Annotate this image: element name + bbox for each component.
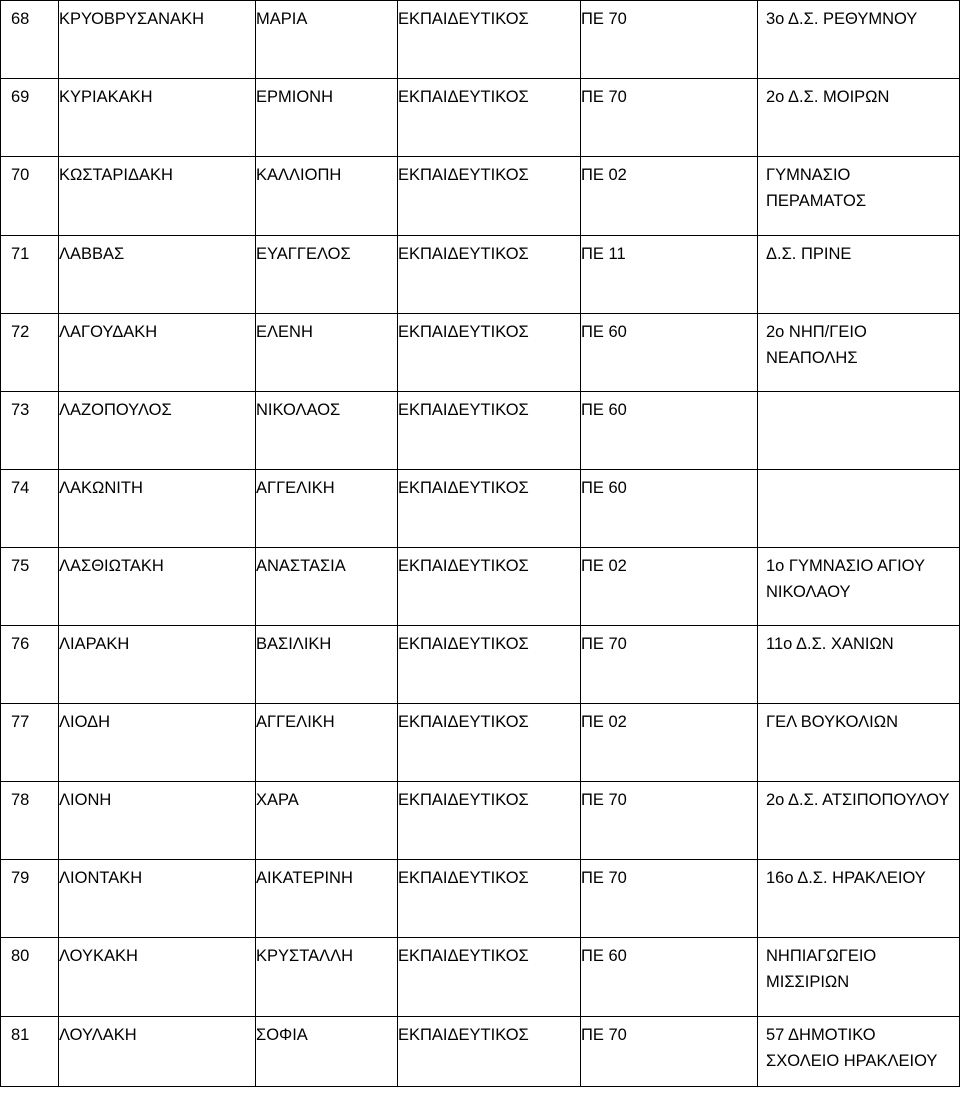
school-cell	[758, 548, 960, 626]
row-number: 72	[1, 314, 59, 392]
school-cell	[758, 236, 960, 314]
table-row	[1, 470, 960, 548]
surname-cell: ΛΟΥΛΑΚΗ	[59, 1017, 256, 1087]
school-cell	[758, 1017, 960, 1087]
surname-cell: ΛΑΓΟΥΔΑΚΗ	[59, 314, 256, 392]
first-name-cell: ΑΓΓΕΛΙΚΗ	[256, 470, 398, 548]
row-number: 70	[1, 157, 59, 236]
school-line: 1ο ΓΥΜΝΑΣΙΟ ΑΓΙΟΥ	[766, 557, 925, 575]
table-row	[1, 314, 960, 392]
specialty-cell: ΠΕ 60	[581, 470, 758, 548]
school-cell	[758, 938, 960, 1017]
surname-cell: ΛΙΟΔΗ	[59, 704, 256, 782]
specialty-cell: ΠΕ 70	[581, 1, 758, 79]
category-cell: ΕΚΠΑΙΔΕΥΤΙΚΟΣ	[398, 157, 581, 236]
school-line: ΝΗΠΙΑΓΩΓΕΙΟ	[766, 947, 877, 965]
first-name-cell: ΑΙΚΑΤΕΡΙΝΗ	[256, 860, 398, 938]
first-name-cell: ΑΓΓΕΛΙΚΗ	[256, 704, 398, 782]
row-number: 79	[1, 860, 59, 938]
surname-cell: ΛΑΚΩΝΙΤΗ	[59, 470, 256, 548]
table-row	[1, 860, 960, 938]
category-cell: ΕΚΠΑΙΔΕΥΤΙΚΟΣ	[398, 704, 581, 782]
first-name-cell: ΕΥΑΓΓΕΛΟΣ	[256, 236, 398, 314]
row-number: 78	[1, 782, 59, 860]
school-cell	[758, 860, 960, 938]
row-number: 73	[1, 392, 59, 470]
first-name-cell: ΕΡΜΙΟΝΗ	[256, 79, 398, 157]
specialty-cell: ΠΕ 70	[581, 79, 758, 157]
school-line: 11ο Δ.Σ. ΧΑΝΙΩΝ	[766, 635, 894, 653]
table-row	[1, 392, 960, 470]
school-line: ΣΧΟΛΕΙΟ ΗΡΑΚΛΕΙΟΥ	[766, 1052, 938, 1070]
specialty-cell: ΠΕ 70	[581, 626, 758, 704]
surname-cell: ΛΟΥΚΑΚΗ	[59, 938, 256, 1017]
school-cell	[758, 157, 960, 236]
surname-cell: ΚΩΣΤΑΡΙΔΑΚΗ	[59, 157, 256, 236]
table-row	[1, 626, 960, 704]
school-line: 2ο Δ.Σ. ΑΤΣΙΠΟΠΟΥΛΟΥ	[766, 791, 950, 809]
first-name-cell: ΧΑΡΑ	[256, 782, 398, 860]
row-number: 71	[1, 236, 59, 314]
category-cell: ΕΚΠΑΙΔΕΥΤΙΚΟΣ	[398, 236, 581, 314]
specialty-cell: ΠΕ 02	[581, 548, 758, 626]
surname-cell: ΛΙΟΝΤΑΚΗ	[59, 860, 256, 938]
school-line: Δ.Σ. ΠΡΙΝΕ	[766, 245, 852, 263]
category-cell: ΕΚΠΑΙΔΕΥΤΙΚΟΣ	[398, 1, 581, 79]
school-line: 2ο ΝΗΠ/ΓΕΙΟ	[766, 323, 867, 341]
school-line: 16ο Δ.Σ. ΗΡΑΚΛΕΙΟΥ	[766, 869, 926, 887]
category-cell: ΕΚΠΑΙΔΕΥΤΙΚΟΣ	[398, 782, 581, 860]
specialty-cell: ΠΕ 02	[581, 157, 758, 236]
school-cell	[758, 79, 960, 157]
specialty-cell: ΠΕ 60	[581, 392, 758, 470]
school-cell	[758, 782, 960, 860]
row-number: 77	[1, 704, 59, 782]
table-row	[1, 548, 960, 626]
specialty-cell: ΠΕ 02	[581, 704, 758, 782]
category-cell: ΕΚΠΑΙΔΕΥΤΙΚΟΣ	[398, 938, 581, 1017]
school-line: ΓΥΜΝΑΣΙΟ	[766, 166, 851, 184]
surname-cell: ΚΡΥΟΒΡΥΣΑΝΑΚΗ	[59, 1, 256, 79]
staff-table-body	[1, 1, 960, 1087]
specialty-cell: ΠΕ 60	[581, 938, 758, 1017]
specialty-cell: ΠΕ 70	[581, 782, 758, 860]
school-line: 3ο Δ.Σ. ΡΕΘΥΜΝΟΥ	[766, 10, 918, 28]
specialty-cell: ΠΕ 11	[581, 236, 758, 314]
table-row	[1, 236, 960, 314]
first-name-cell: ΝΙΚΟΛΑΟΣ	[256, 392, 398, 470]
category-cell: ΕΚΠΑΙΔΕΥΤΙΚΟΣ	[398, 860, 581, 938]
school-line: ΝΙΚΟΛΑΟΥ	[766, 583, 851, 601]
specialty-cell: ΠΕ 70	[581, 1017, 758, 1087]
school-cell	[758, 314, 960, 392]
school-cell	[758, 626, 960, 704]
row-number: 76	[1, 626, 59, 704]
table-row	[1, 79, 960, 157]
table-row	[1, 157, 960, 236]
first-name-cell: ΕΛΕΝΗ	[256, 314, 398, 392]
first-name-cell: ΜΑΡΙΑ	[256, 1, 398, 79]
school-cell	[758, 470, 960, 548]
first-name-cell: ΒΑΣΙΛΙΚΗ	[256, 626, 398, 704]
surname-cell: ΛΑΒΒΑΣ	[59, 236, 256, 314]
surname-cell: ΛΑΖΟΠΟΥΛΟΣ	[59, 392, 256, 470]
row-number: 68	[1, 1, 59, 79]
specialty-cell: ΠΕ 70	[581, 860, 758, 938]
category-cell: ΕΚΠΑΙΔΕΥΤΙΚΟΣ	[398, 79, 581, 157]
category-cell: ΕΚΠΑΙΔΕΥΤΙΚΟΣ	[398, 314, 581, 392]
row-number: 80	[1, 938, 59, 1017]
surname-cell: ΛΙΟΝΗ	[59, 782, 256, 860]
first-name-cell: ΣΟΦΙΑ	[256, 1017, 398, 1087]
school-cell	[758, 704, 960, 782]
specialty-cell: ΠΕ 60	[581, 314, 758, 392]
school-cell	[758, 392, 960, 470]
school-line: ΜΙΣΣΙΡΙΩΝ	[766, 973, 850, 991]
school-cell	[758, 1, 960, 79]
table-row	[1, 782, 960, 860]
category-cell: ΕΚΠΑΙΔΕΥΤΙΚΟΣ	[398, 470, 581, 548]
category-cell: ΕΚΠΑΙΔΕΥΤΙΚΟΣ	[398, 548, 581, 626]
row-number: 75	[1, 548, 59, 626]
school-line: ΠΕΡΑΜΑΤΟΣ	[766, 192, 867, 210]
table-row	[1, 938, 960, 1017]
surname-cell: ΚΥΡΙΑΚΑΚΗ	[59, 79, 256, 157]
first-name-cell: ΑΝΑΣΤΑΣΙΑ	[256, 548, 398, 626]
row-number: 74	[1, 470, 59, 548]
school-line: 2ο Δ.Σ. ΜΟΙΡΩΝ	[766, 88, 890, 106]
first-name-cell: ΚΡΥΣΤΑΛΛΗ	[256, 938, 398, 1017]
category-cell: ΕΚΠΑΙΔΕΥΤΙΚΟΣ	[398, 392, 581, 470]
table-row	[1, 704, 960, 782]
category-cell: ΕΚΠΑΙΔΕΥΤΙΚΟΣ	[398, 626, 581, 704]
surname-cell: ΛΑΣΘΙΩΤΑΚΗ	[59, 548, 256, 626]
category-cell: ΕΚΠΑΙΔΕΥΤΙΚΟΣ	[398, 1017, 581, 1087]
row-number: 69	[1, 79, 59, 157]
school-line: 57 ΔΗΜΟΤΙΚΟ	[766, 1026, 876, 1044]
first-name-cell: ΚΑΛΛΙΟΠΗ	[256, 157, 398, 236]
table-row	[1, 1, 960, 79]
school-line: ΝΕΑΠΟΛΗΣ	[766, 349, 858, 367]
table-row	[1, 1017, 960, 1087]
school-line: ΓΕΛ ΒΟΥΚΟΛΙΩΝ	[766, 713, 898, 731]
surname-cell: ΛΙΑΡΑΚΗ	[59, 626, 256, 704]
row-number: 81	[1, 1017, 59, 1087]
